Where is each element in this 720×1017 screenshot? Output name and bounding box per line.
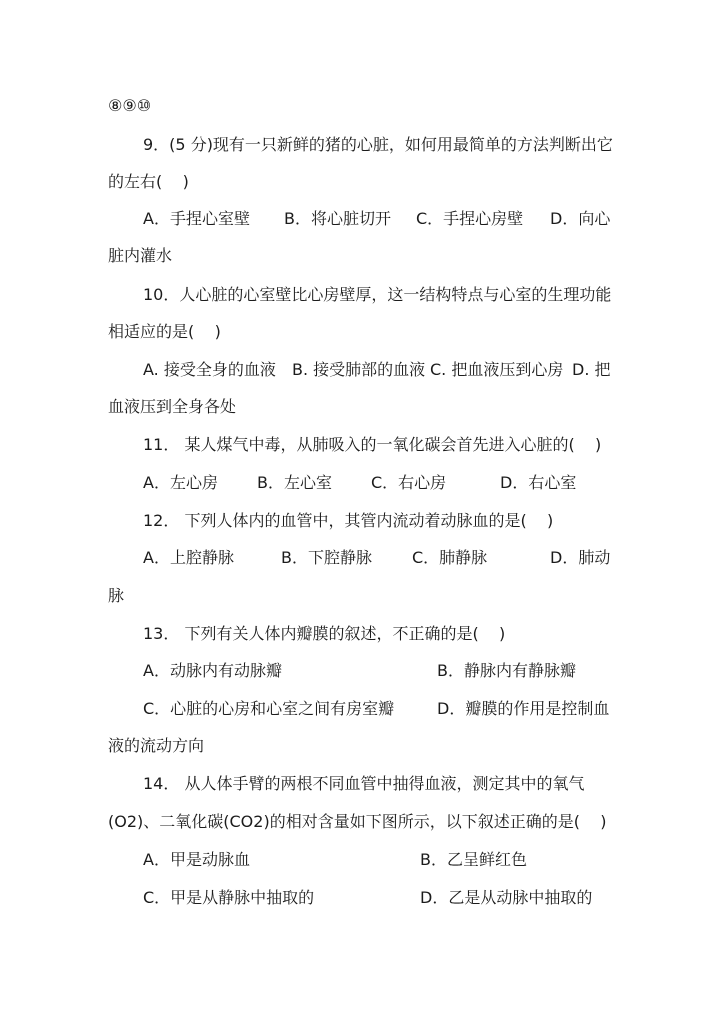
option-b: B．左心室 — [257, 473, 332, 492]
question-stem: 14． 从人体手臂的两根不同血管中抽得血液，测定其中的氧气 — [143, 774, 585, 793]
option-d-continued: 血液压到全身各处 — [108, 397, 237, 416]
question-stem-continued: 相适应的是( ) — [108, 322, 221, 341]
option-b: B. 接受肺部的血液 — [292, 360, 426, 379]
question-stem: 13． 下列有关人体内瓣膜的叙述，不正确的是( ) — [143, 624, 506, 643]
option-b: B．下腔静脉 — [281, 548, 372, 567]
option-a: A．上腔静脉 — [143, 548, 234, 567]
option-a: A．甲是动脉血 — [143, 850, 250, 869]
question-stem: 10．人心脏的心室壁比心房壁厚，这一结构特点与心室的生理功能 — [143, 285, 612, 304]
option-b: B．乙呈鲜红色 — [420, 850, 527, 869]
option-a: A．手捏心室壁 — [143, 209, 250, 228]
option-a: A．动脉内有动脉瓣 — [143, 661, 282, 680]
question-stem: 9．(5 分)现有一只新鲜的猪的心脏，如何用最简单的方法判断出它 — [143, 135, 613, 154]
option-d: D．肺动 — [550, 548, 611, 567]
option-c: C．心脏的心房和心室之间有房室瓣 — [143, 699, 395, 718]
option-a: A. 接受全身的血液 — [143, 360, 276, 379]
option-d: D．瓣膜的作用是控制血 — [437, 699, 610, 718]
question-stem-continued: (O2)、二氧化碳(CO2)的相对含量如下图所示，以下叙述正确的是( ) — [108, 812, 607, 831]
option-c: C．甲是从静脉中抽取的 — [143, 888, 315, 907]
option-d: D．乙是从动脉中抽取的 — [420, 888, 593, 907]
option-c: C. 把血液压到心房 — [430, 360, 564, 379]
option-b: B．将心脏切开 — [284, 209, 391, 228]
option-c: C．右心房 — [371, 473, 447, 492]
continued-answer-fragment: ⑧⑨⑩ — [108, 96, 152, 115]
option-d: D．向心 — [550, 209, 611, 228]
question-stem: 12． 下列人体内的血管中，其管内流动着动脉血的是( ) — [143, 511, 554, 530]
option-d-continued: 液的流动方向 — [108, 736, 205, 755]
option-c: C．肺静脉 — [412, 548, 488, 567]
option-b: B．静脉内有静脉瓣 — [437, 661, 576, 680]
option-d-continued: 脉 — [108, 586, 125, 605]
option-c: C．手捏心房壁 — [416, 209, 524, 228]
option-d-continued: 脏内灌水 — [108, 246, 173, 265]
question-stem: 11． 某人煤气中毒，从肺吸入的一氧化碳会首先进入心脏的( ) — [143, 435, 602, 454]
question-stem-continued: 的左右( ) — [108, 172, 189, 191]
option-d: D．右心室 — [500, 473, 577, 492]
option-d: D. 把 — [572, 360, 611, 379]
option-a: A．左心房 — [143, 473, 218, 492]
